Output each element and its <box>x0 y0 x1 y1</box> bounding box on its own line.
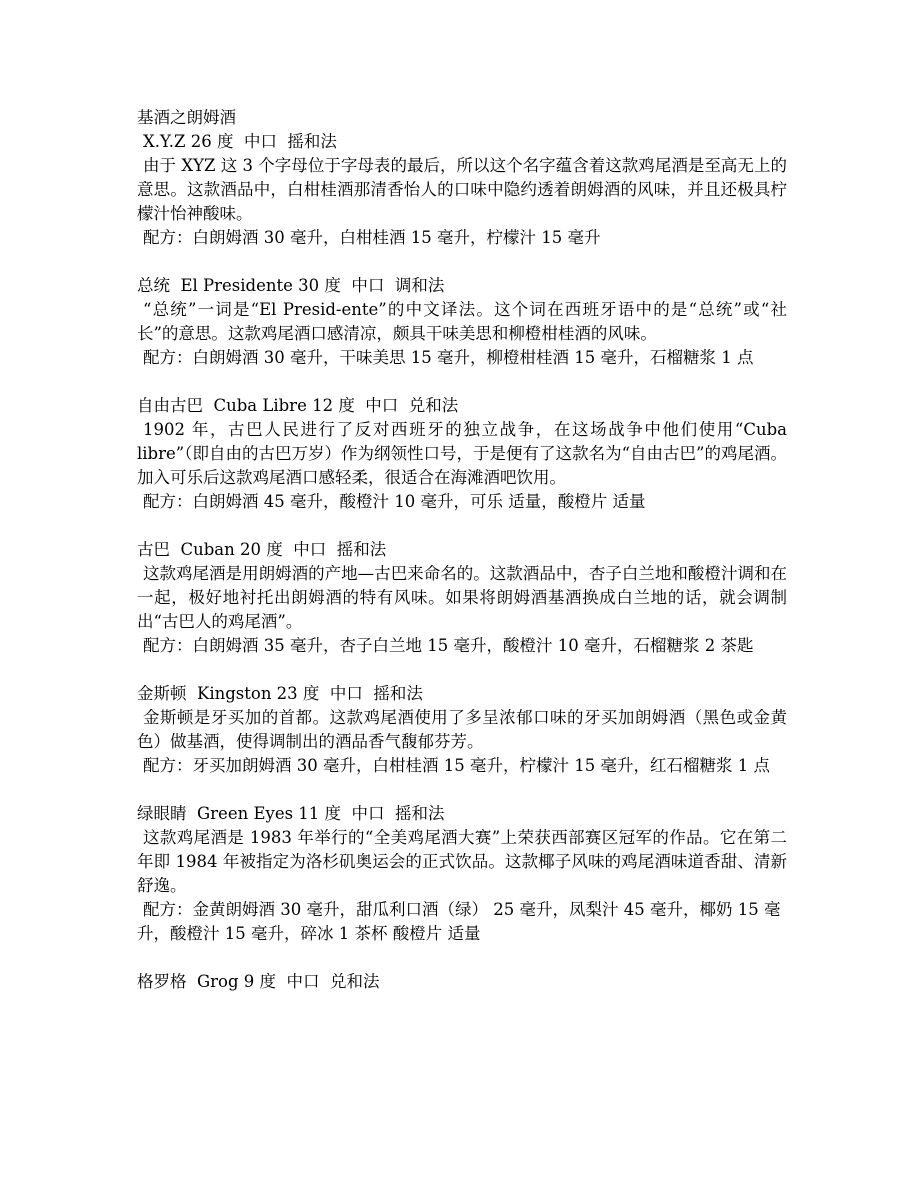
recipe-description: 金斯顿是牙买加的首都。这款鸡尾酒使用了多呈浓郁口味的牙买加朗姆酒（黑色或金黄色）做基酒，使得调制出的酒品香气馥郁芬芳。 <box>137 708 787 751</box>
recipe-formula: 配方：白朗姆酒 45 毫升，酸橙汁 10 毫升，可乐 适量，酸橙片 适量 <box>143 492 646 511</box>
recipe-formula: 配方：白朗姆酒 35 毫升，杏子白兰地 15 毫升，酸橙汁 10 毫升，石榴糖浆 2 茶匙 <box>143 636 754 655</box>
recipe-description: 这款鸡尾酒是用朗姆酒的产地—古巴来命名的。这款酒品中，杏子白兰地和酸橙汁调和在一起，极好地衬托出朗姆酒的特有风味。如果将朗姆酒基酒换成白兰地的话，就会调制出“古巴人的鸡尾酒”。 <box>137 564 787 631</box>
recipe-green-eyes <box>137 802 787 946</box>
recipe-heading: 绿眼睛 Green Eyes 11 度 中口 摇和法 <box>137 804 445 823</box>
recipe-grog <box>137 970 787 994</box>
recipe-description: 由于 XYZ 这 3 个字母位于字母表的最后，所以这个名字蕴含着这款鸡尾酒是至高无上的意思。这款酒品中，白柑桂酒那清香怡人的口味中隐约透着朗姆酒的风味，并且还极具柠檬汁怡神酸味。 <box>137 156 787 223</box>
recipe-heading: 古巴 Cuban 20 度 中口 摇和法 <box>137 540 387 559</box>
recipe-kingston <box>137 682 787 778</box>
recipe-el-presidente <box>137 274 787 370</box>
recipe-formula: 配方：白朗姆酒 30 毫升，干味美思 15 毫升，柳橙柑桂酒 15 毫升，石榴糖浆 1 点 <box>143 348 754 367</box>
recipe-heading: 总统 El Presidente 30 度 中口 调和法 <box>137 276 445 295</box>
recipe-heading: 金斯顿 Kingston 23 度 中口 摇和法 <box>137 684 423 703</box>
recipe-xyz <box>137 130 787 250</box>
recipe-formula: 配方：牙买加朗姆酒 30 毫升，白柑桂酒 15 毫升，柠檬汁 15 毫升，红石榴糖浆 1 点 <box>143 756 770 775</box>
recipe-heading: 格罗格 Grog 9 度 中口 兑和法 <box>137 972 380 991</box>
section-title: 基酒之朗姆酒 <box>137 108 236 127</box>
recipe-cuban <box>137 538 787 658</box>
document-page <box>137 106 787 1018</box>
recipe-heading: X.Y.Z 26 度 中口 摇和法 <box>143 132 337 151</box>
recipe-cuba-libre <box>137 394 787 514</box>
recipe-heading: 自由古巴 Cuba Libre 12 度 中口 兑和法 <box>137 396 459 415</box>
recipe-description: “总统”一词是“El Presid-ente”的中文译法。这个词在西班牙语中的是“总统”或“社长”的意思。这款鸡尾酒口感清凉，颇具干味美思和柳橙柑桂酒的风味。 <box>137 300 787 343</box>
recipe-description: 这款鸡尾酒是 1983 年举行的“全美鸡尾酒大赛”上荣获西部赛区冠军的作品。它在第二年即 1984 年被指定为洛杉矶奥运会的正式饮品。这款椰子风味的鸡尾酒味道香甜、清新舒逸。 <box>137 828 787 895</box>
recipe-description: 1902 年，古巴人民进行了反对西班牙的独立战争，在这场战争中他们使用“Cuba libre”（即自由的古巴万岁）作为纲领性口号，于是便有了这款名为“自由古巴”的鸡尾酒。加入可乐后这款鸡尾酒口感轻柔，很适合在海滩酒吧饮用。 <box>137 420 787 487</box>
recipe-formula: 配方：白朗姆酒 30 毫升，白柑桂酒 15 毫升，柠檬汁 15 毫升 <box>143 228 601 247</box>
recipe-formula: 配方：金黄朗姆酒 30 毫升，甜瓜利口酒（绿） 25 毫升，凤梨汁 45 毫升，椰奶 15 毫升，酸橙汁 15 毫升，碎冰 1 茶杯 酸橙片 适量 <box>137 900 781 943</box>
